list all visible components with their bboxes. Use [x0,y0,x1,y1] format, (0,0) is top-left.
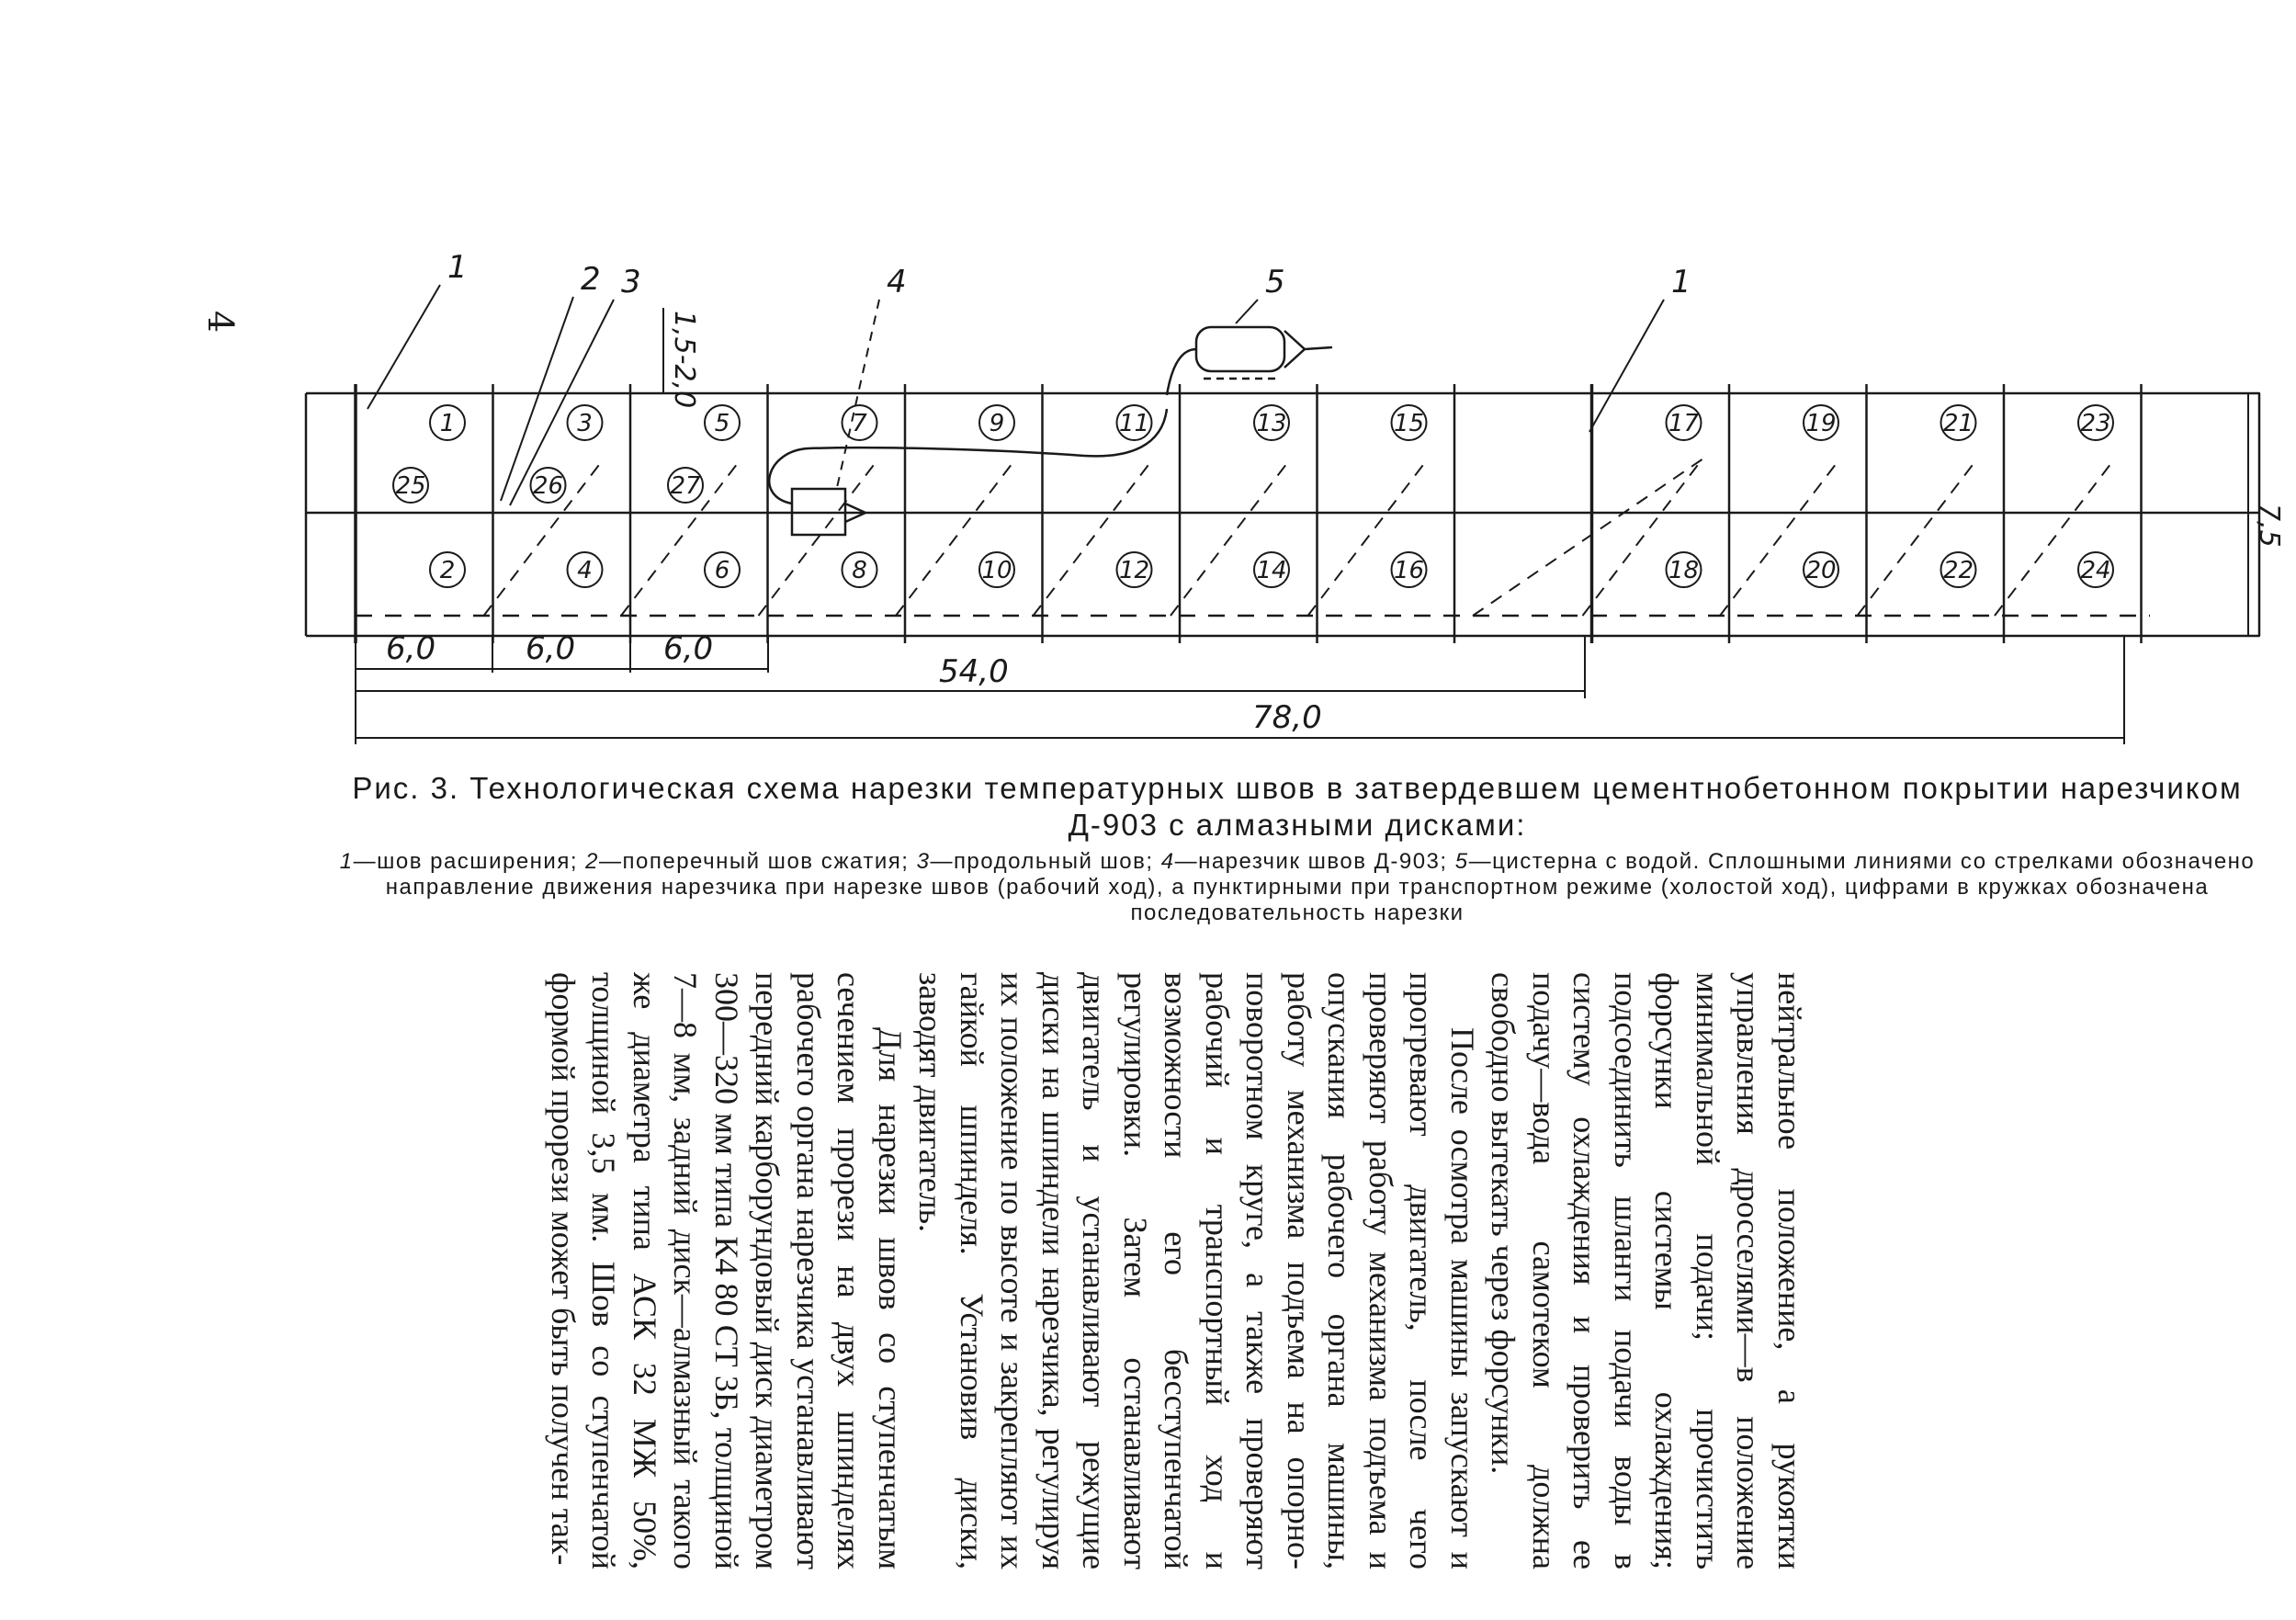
idle-move [1720,459,1839,616]
idle-move [1473,459,1702,616]
sequence-number: 15 [1393,410,1425,437]
idle-move [1995,459,2114,616]
sequence-number: 19 [1805,410,1837,437]
sequence-number: 22 [1942,557,1974,584]
sequence-number: 12 [1118,557,1150,584]
page-number: 4 [200,311,241,334]
sequence-number: 10 [981,557,1012,584]
sequence-number: 7 [852,410,867,437]
sequence-number: 16 [1393,557,1425,584]
idle-move [1308,459,1428,616]
sequence-number: 25 [395,472,426,500]
paragraph: После осмотра машины запускают и прогревают двигатель, после чего проверяют работу механизма подъема и опускания рабочего органа машины, работу механизма подъема на опорно-поворотном круге, а также проверяют рабочий и транспортный ход и возможности его бесступенчатой регулировки. Затем останавливают двигатель и устанавливают режущие диски на шпиндели нарезчика, регулируя их положение по высоте и закрепляют их гайкой шпинделя. Установив диски, заводят двигатель. [912,972,1481,1569]
dimension-label: 6,0 [386,630,436,667]
idle-move [1171,459,1290,616]
callout-leader [368,285,440,409]
sequence-number: 1 [439,410,456,437]
text-column-2 [543,972,911,1569]
sequence-number: 24 [2080,557,2111,584]
callout-label: 4 [887,264,907,300]
depth-label: 1,5-2,0 [668,311,700,409]
width-label: 7,5 [2253,504,2285,548]
callout-label: 1 [447,249,468,286]
caption-title: Рис. 3. Технологическая схема нарезки температурных швов в затвердевшем цементнобетонном покрытии нарезчиком Д-903 с алмазными дисками: [352,771,2243,842]
paragraph: нейтральное положение, а рукоятки управления дросселями—в положение минимальной подачи; прочистить форсунки системы охлаждения; подсоединить шланги подачи воды в систему охлаждения и проверить ее подачу—вода самотеком должна свободно вытекать через форсунки. [1485,972,1808,1569]
dimension-label: 6,0 [526,630,576,667]
dimension-label: 78,0 [1252,699,1322,736]
sequence-number: 26 [532,472,564,500]
sequence-number: 18 [1668,557,1700,584]
idle-move [759,459,878,616]
callout-leader [836,300,879,492]
sequence-number: 23 [2080,410,2111,437]
callout-label: 5 [1265,264,1285,300]
joint-cutting-scheme [0,0,2296,799]
sequence-number: 27 [670,472,701,500]
sequence-number: 3 [577,410,593,437]
sequence-number: 8 [852,557,867,584]
idle-move [1858,459,1977,616]
dimension-label: 6,0 [663,630,714,667]
callout-label: 3 [621,264,641,300]
sequence-number: 20 [1805,557,1837,584]
callout-leader [1589,300,1664,432]
sequence-number: 2 [439,557,456,584]
dimension-label: 54,0 [939,653,1009,690]
sequence-number: 9 [989,410,1005,437]
callout-label: 1 [1671,264,1691,300]
sequence-number: 5 [714,410,730,437]
sequence-number: 17 [1668,410,1700,437]
sequence-number: 13 [1256,410,1287,437]
sequence-number: 21 [1942,410,1974,437]
sequence-number: 6 [714,557,730,584]
paragraph: Для нарезки швов со ступенчатым сечением прорези на двух шпинделях рабочего органа нарезчика устанавливают передний карборундовый диск диаметром 300—320 мм типа К4 80 СТ 3Б, толщиной 7—8 мм, задний диск—алмазный такого же диаметра типа АСК 32 МЖ 50%, толщиной 3,5 мм. Шов со ступенчатой формой прорези может быть получен так- [545,972,909,1569]
sequence-number: 4 [577,557,593,584]
caption-legend: 1—шов расширения; 2—поперечный шов сжатия; 3—продольный шов; 4—нарезчик швов Д-903; 5—цистерна с водой. Сплошными линиями со стрелками обозначено направление движения нарезчика при нарезке швов (рабочий ход), а пунктирными при транспортном режиме (холостой ход), цифрами в кружках обозначена последовательность нарезки [339,849,2256,925]
sequence-number: 11 [1118,410,1150,437]
callout-label: 2 [581,261,601,298]
text-column-1 [910,972,1810,1569]
callout-leader [501,297,573,501]
callout-leader [1236,300,1258,323]
idle-move [896,459,1015,616]
sequence-number: 14 [1256,557,1287,584]
idle-move [1583,459,1702,616]
figure-caption [333,770,2262,926]
idle-move [1034,459,1153,616]
body-text [543,972,1811,1569]
water-tank [1196,327,1284,371]
